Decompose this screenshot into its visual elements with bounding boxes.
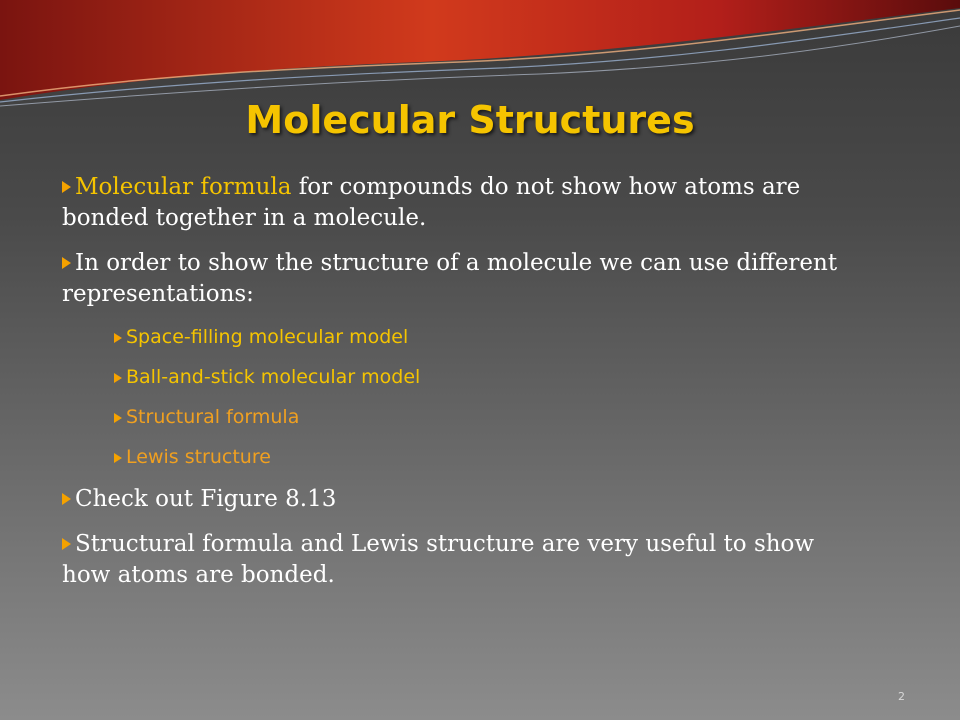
arrow-bullet-icon bbox=[62, 257, 71, 269]
arrow-bullet-icon bbox=[114, 453, 122, 463]
sub-bullet-text: Space-filling molecular model bbox=[126, 326, 409, 348]
sub-bullet-structural-formula bbox=[114, 404, 862, 430]
bullet-highlight: Molecular formula bbox=[75, 174, 292, 200]
slide-title: Molecular Structures bbox=[245, 98, 695, 142]
bullet-text: for compounds do not show how atoms are bonded together in a molecule. bbox=[62, 174, 801, 231]
bullet-text: In order to show the structure of a molecule we can use different representations: bbox=[62, 250, 838, 307]
header-banner bbox=[0, 0, 960, 110]
arrow-bullet-icon bbox=[62, 538, 71, 550]
arrow-bullet-icon bbox=[62, 181, 71, 193]
page-number: 2 bbox=[898, 690, 905, 703]
sub-bullet-ball-and-stick bbox=[114, 364, 862, 390]
arrow-bullet-icon bbox=[114, 413, 122, 423]
arrow-bullet-icon bbox=[114, 333, 122, 343]
sub-bullet-text: Lewis structure bbox=[126, 446, 271, 468]
bullet-usefulness bbox=[62, 529, 862, 591]
bullet-structure bbox=[62, 248, 862, 310]
arrow-bullet-icon bbox=[62, 493, 71, 505]
sub-bullet-lewis-structure bbox=[114, 444, 862, 470]
bullet-molecular-formula bbox=[62, 172, 862, 234]
bullet-text: Structural formula and Lewis structure are very useful to show how atoms are bonded. bbox=[62, 531, 815, 588]
sub-bullet-text: Structural formula bbox=[126, 406, 300, 428]
sub-bullet-space-filling bbox=[114, 324, 862, 350]
sub-bullet-text: Ball-and-stick molecular model bbox=[126, 366, 421, 388]
bullet-text: Check out Figure 8.13 bbox=[75, 486, 337, 512]
arrow-bullet-icon bbox=[114, 373, 122, 383]
slide-body bbox=[62, 172, 862, 605]
bullet-figure-ref bbox=[62, 484, 862, 515]
